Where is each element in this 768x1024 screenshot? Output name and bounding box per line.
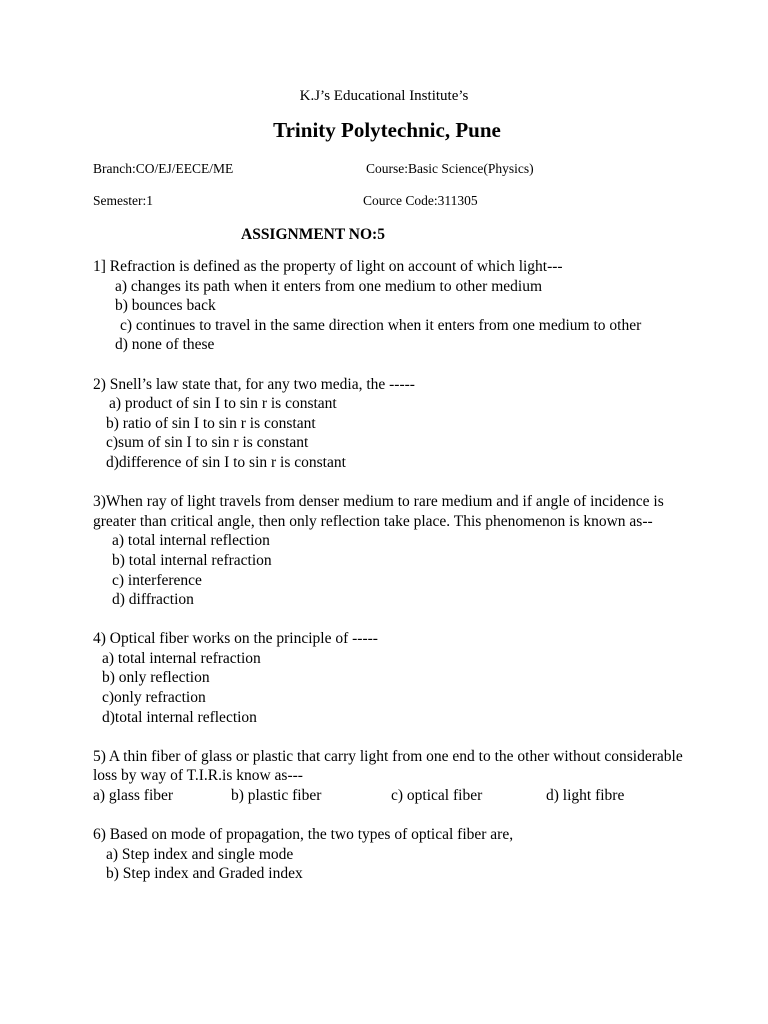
question-3-option-b: b) total internal refraction — [112, 551, 272, 569]
question-6-option-b: b) Step index and Graded index — [106, 865, 303, 883]
question-5-options-row — [93, 786, 683, 806]
course-code-label: Cource Code:311305 — [363, 193, 478, 208]
semester-label: Semester:1 — [93, 193, 153, 208]
question-1-option-b: b) bounces back — [115, 297, 216, 315]
question-1-option-a: a) changes its path when it enters from one medium to other medium — [115, 277, 542, 295]
question-list — [93, 257, 683, 904]
question-6 — [93, 825, 683, 884]
question-6-text: 6) Based on mode of propagation, the two types of optical fiber are, — [93, 826, 514, 844]
branch-label: Branch:CO/EJ/EECE/ME — [93, 161, 234, 176]
question-3 — [93, 492, 683, 610]
question-2-option-d: d)difference of sin I to sin r is constant — [106, 453, 346, 471]
question-3-option-d: d) diffraction — [112, 591, 194, 609]
question-4-option-c: c)only refraction — [102, 689, 206, 707]
question-5-option-d: d) light fibre — [546, 787, 625, 805]
question-1-option-c: c) continues to travel in the same direction when it enters from one medium to other — [120, 316, 642, 334]
question-5-option-c: c) optical fiber — [391, 787, 483, 805]
question-1-option-d: d) none of these — [115, 336, 215, 354]
question-2-option-b: b) ratio of sin I to sin r is constant — [106, 414, 316, 432]
question-1-text: 1] Refraction is defined as the property of light on account of which light--- — [93, 258, 563, 275]
question-3-option-c: c) interference — [112, 571, 202, 589]
assignment-title: ASSIGNMENT NO:5 — [241, 226, 385, 243]
question-5-option-b: b) plastic fiber — [231, 787, 322, 805]
institute-name: K.J’s Educational Institute’s — [299, 88, 469, 104]
question-2-text: 2) Snell’s law state that, for any two media, the ----- — [93, 375, 415, 393]
question-4-text: 4) Optical fiber works on the principle of ----- — [93, 630, 378, 648]
question-5-option-a: a) glass fiber — [93, 787, 174, 805]
question-4-option-b: b) only reflection — [102, 669, 210, 687]
question-4-option-a: a) total internal refraction — [102, 649, 261, 667]
question-3-text: 3)When ray of light travels from denser medium to rare medium and if angle of incidence is greater than critical angle, then only reflection take place. This phenomenon is known as-- — [93, 493, 664, 530]
question-4 — [93, 629, 683, 727]
question-6-option-a: a) Step index and single mode — [106, 845, 294, 863]
question-1 — [93, 257, 683, 355]
course-label: Course:Basic Science(Physics) — [366, 161, 534, 176]
question-3-option-a: a) total internal reflection — [112, 532, 270, 550]
question-4-option-d: d)total internal reflection — [102, 708, 257, 726]
question-5-text: 5) A thin fiber of glass or plastic that carry light from one end to the other without considerable loss by way of T.I.R.is know as--- — [93, 747, 683, 785]
question-5 — [93, 747, 683, 806]
question-2 — [93, 375, 683, 473]
question-2-option-a: a) product of sin I to sin r is constant — [109, 395, 337, 413]
college-name: Trinity Polytechnic, Pune — [273, 118, 501, 142]
question-2-option-c: c)sum of sin I to sin r is constant — [106, 434, 309, 452]
